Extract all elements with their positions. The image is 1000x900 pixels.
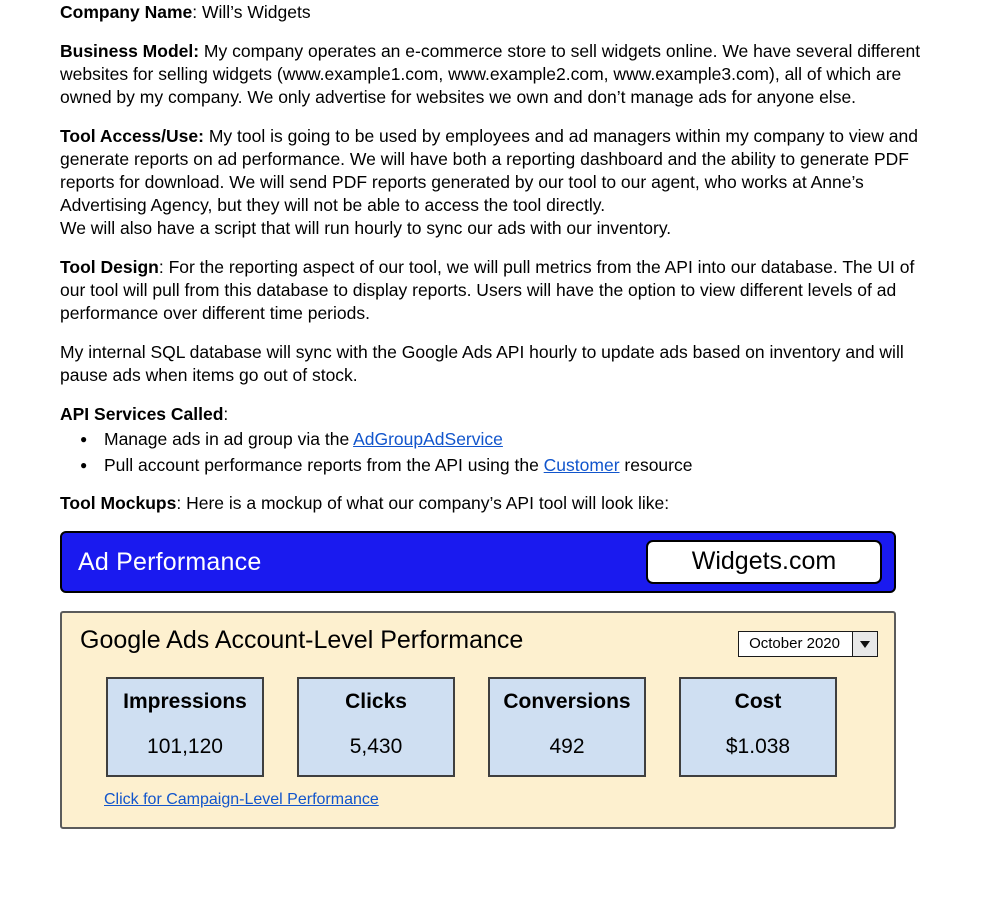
- company-name-separator: :: [192, 2, 202, 22]
- tool-access-text: My tool is going to be used by employees and ad managers within my company to view and generate reports on ad performance. We will have both a reporting dashboard and the ability to generate PDF reports for download. We will send PDF reports generated by our tool to our agent, who works at Anne’s Advertising Agency, but they will not be able to access the tool directly.: [60, 126, 918, 215]
- mockup-header-bar: [60, 531, 896, 593]
- bullet-text-post: resource: [619, 455, 693, 475]
- tool-access-label: Tool Access/Use:: [60, 126, 204, 146]
- chevron-down-icon[interactable]: [852, 632, 877, 656]
- company-name-paragraph: [60, 0, 940, 24]
- tool-mockups-label: Tool Mockups: [60, 493, 177, 513]
- bullet-text-pre: Pull account performance reports from the API using the: [104, 455, 544, 475]
- mockup-app-title: Ad Performance: [78, 547, 262, 576]
- company-name-label: Company Name: [60, 2, 193, 22]
- customer-link[interactable]: Customer: [543, 455, 620, 475]
- campaign-level-performance-link[interactable]: Click for Campaign-Level Performance: [104, 791, 379, 808]
- panel-title: Google Ads Account-Level Performance: [80, 626, 524, 654]
- metric-card-clicks: [297, 677, 455, 777]
- metric-value: 492: [549, 735, 585, 758]
- campaign-level-link-wrap: [78, 791, 878, 809]
- business-model-label: Business Model:: [60, 41, 200, 61]
- tool-access-text-2: We will also have a script that will run hourly to sync our ads with our inventory.: [60, 218, 672, 238]
- tool-mockup: [60, 531, 896, 829]
- business-model-paragraph: [60, 40, 940, 109]
- tool-mockups-paragraph: [60, 492, 940, 515]
- company-name-value: Will’s Widgets: [202, 2, 311, 22]
- api-services-separator: :: [223, 404, 229, 424]
- metric-label: Cost: [734, 690, 782, 713]
- bullet-text-pre: Manage ads in ad group via the: [104, 429, 354, 449]
- tool-access-paragraph-2: [60, 217, 940, 240]
- metric-card-conversions: [488, 677, 646, 777]
- list-item: [102, 452, 940, 478]
- panel-header: [78, 627, 878, 657]
- metric-cards: [78, 677, 878, 777]
- sync-paragraph: My internal SQL database will sync with the Google Ads API hourly to update ads based on inventory and will pause ads when items go out of stock.: [60, 342, 904, 385]
- api-services-list: [60, 426, 940, 478]
- metric-label: Clicks: [345, 690, 407, 713]
- metric-label: Conversions: [503, 690, 631, 713]
- business-model-text: My company operates an e-commerce store to sell widgets online. We have several different websites for selling widgets (www.example1.com, www.example2.com, www.example3.com), all of which are owned by my company. We only advertise for websites we own and don’t manage ads for anyone else.: [60, 41, 921, 107]
- date-range-value: October 2020: [749, 635, 840, 652]
- list-item: [102, 426, 940, 452]
- metric-value: $1.038: [725, 735, 791, 758]
- date-range-select[interactable]: [738, 631, 878, 657]
- tool-access-paragraph: [60, 125, 940, 217]
- metric-card-impressions: [106, 677, 264, 777]
- metric-value: 101,120: [147, 735, 223, 758]
- account-performance-panel: [60, 611, 896, 829]
- api-services-label: API Services Called: [60, 404, 224, 424]
- website-selector-button[interactable]: Widgets.com: [646, 540, 882, 584]
- metric-label: Impressions: [123, 690, 247, 713]
- api-services-heading: [60, 403, 940, 426]
- tool-mockups-text: : Here is a mockup of what our company’s API tool will look like:: [176, 493, 670, 513]
- tool-design-label: Tool Design: [60, 257, 159, 277]
- tool-design-paragraph: [60, 256, 940, 325]
- metric-card-cost: [679, 677, 837, 777]
- adgroupadservice-link[interactable]: AdGroupAdService: [353, 429, 503, 449]
- tool-design-text: : For the reporting aspect of our tool, we will pull metrics from the API into our database. The UI of our tool will pull from this database to display reports. Users will have the option to view different levels of ad performance over different time periods.: [60, 257, 915, 323]
- metric-value: 5,430: [349, 735, 403, 758]
